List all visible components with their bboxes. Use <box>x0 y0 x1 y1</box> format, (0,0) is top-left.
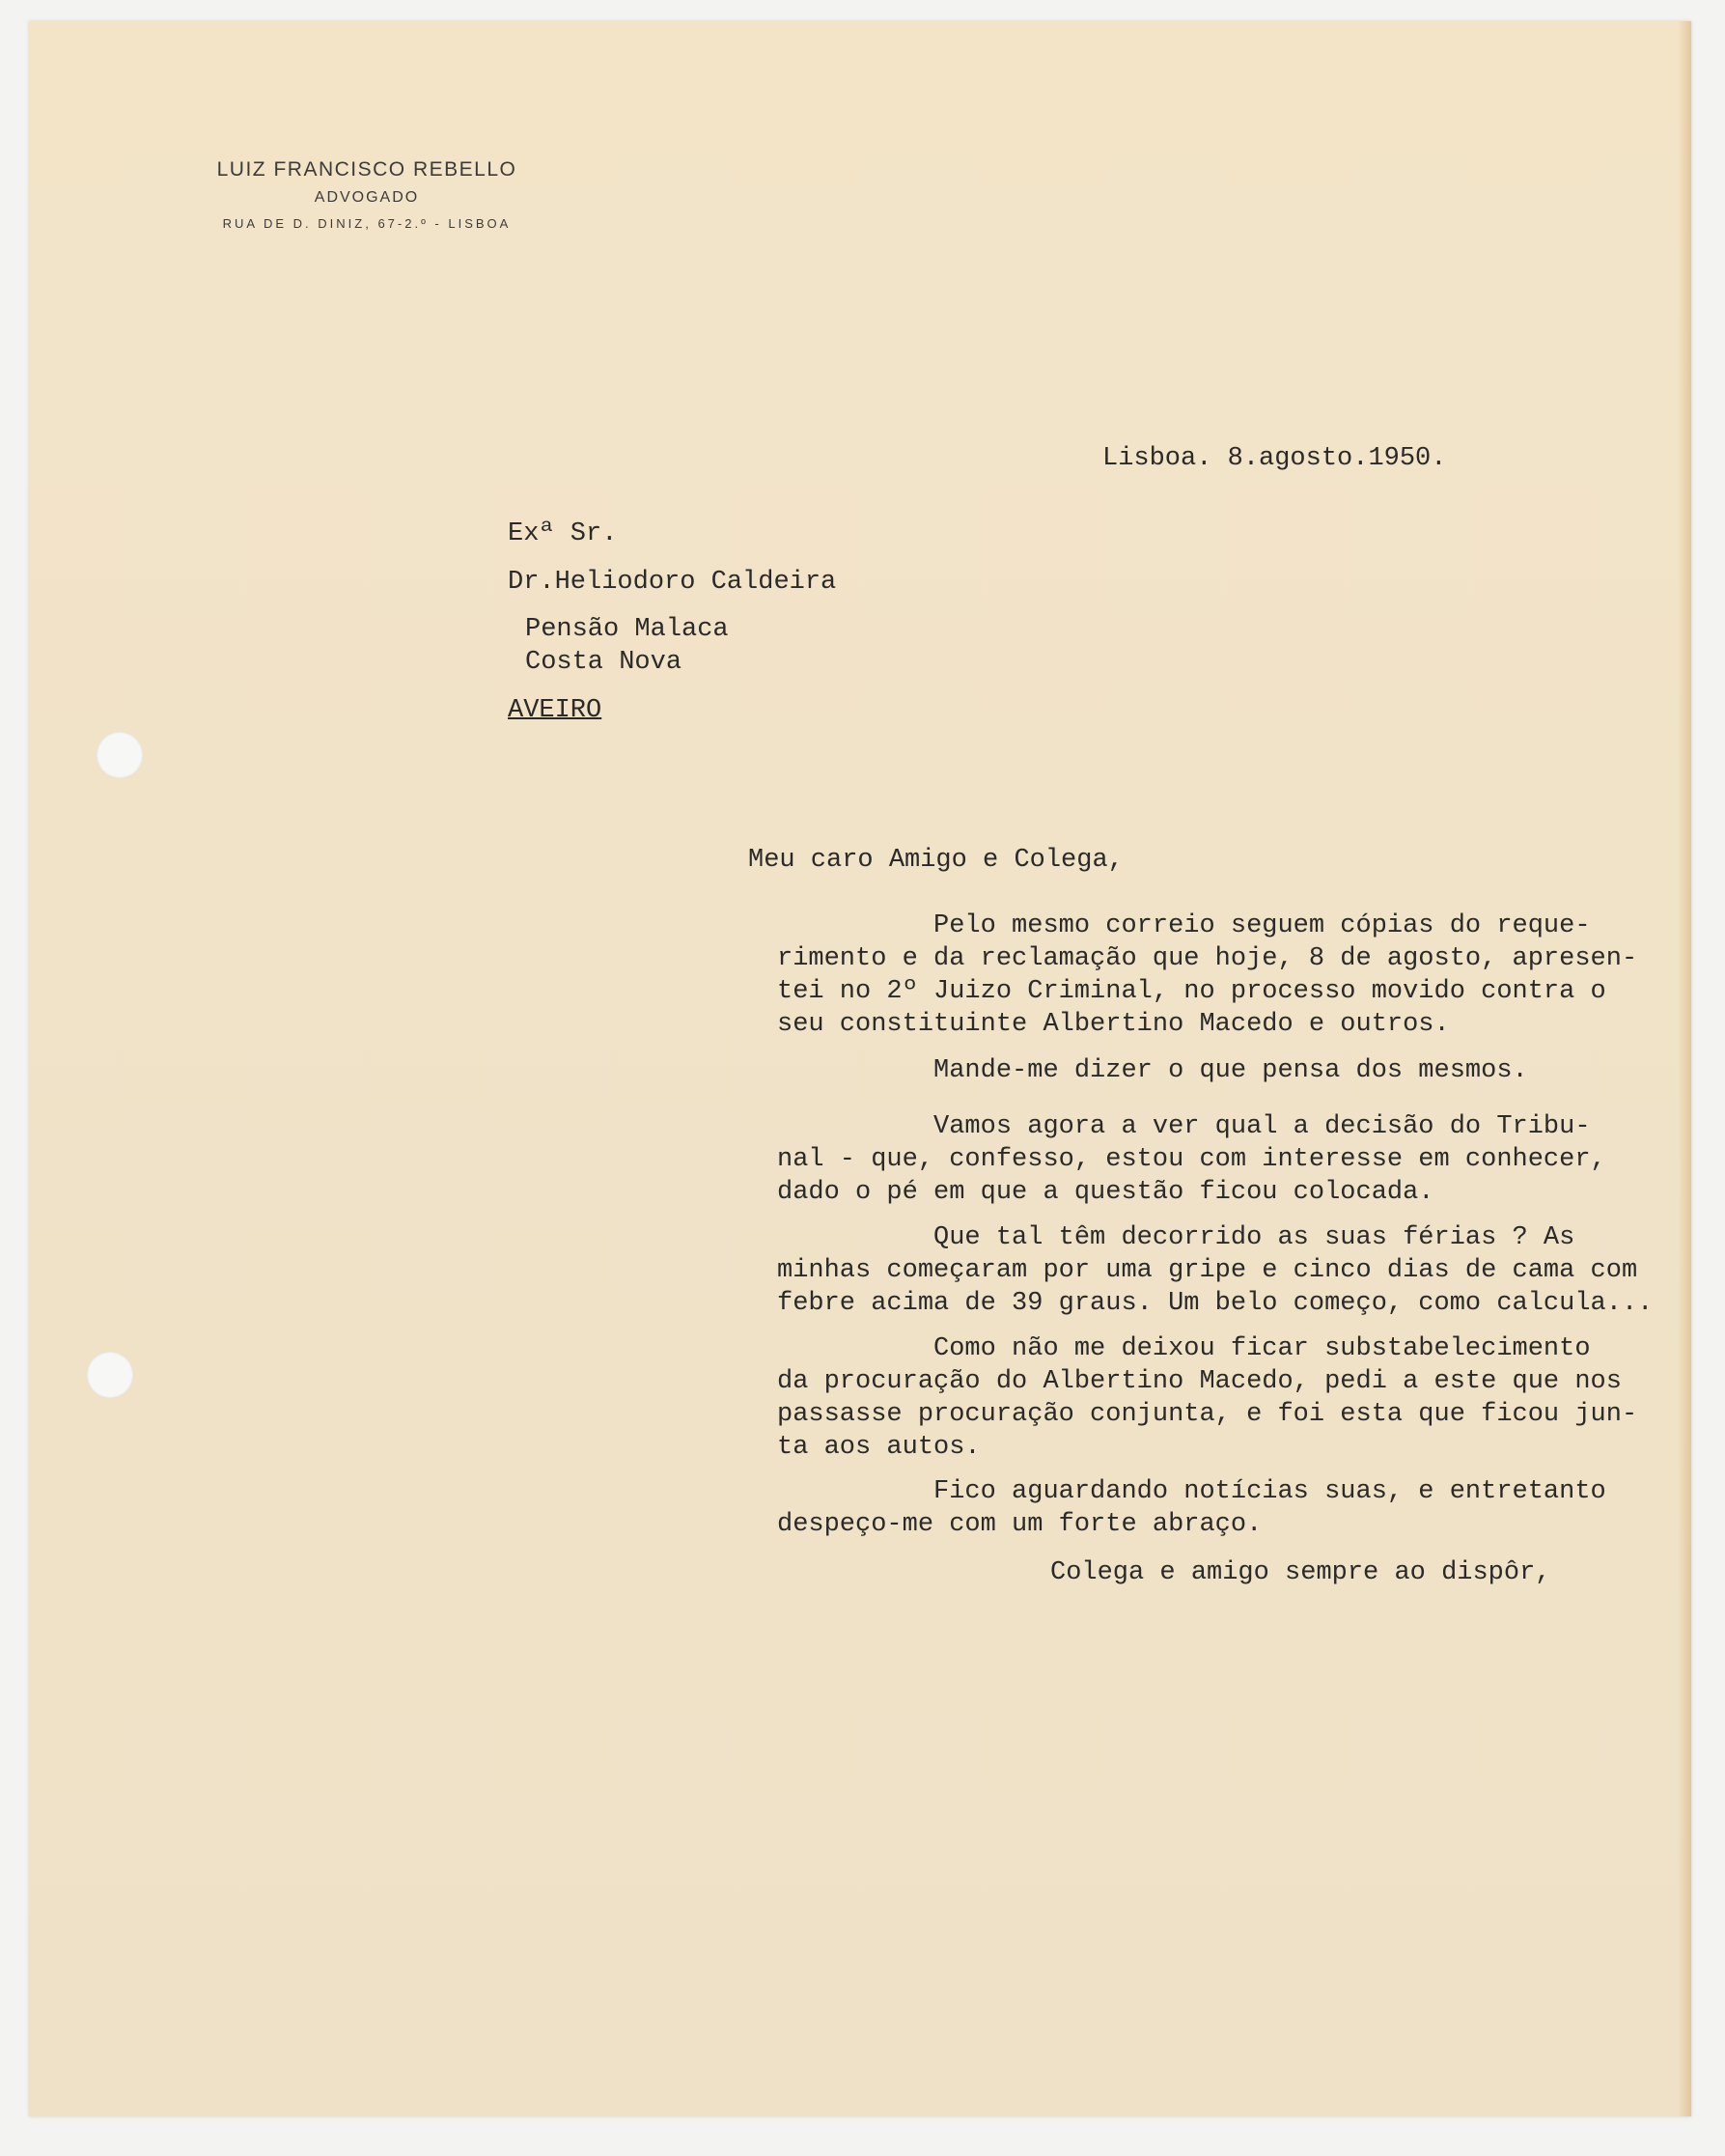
paragraph-3 <box>777 1110 1684 1209</box>
paragraph-6 <box>777 1475 1684 1541</box>
closing: Colega e amigo sempre ao dispôr, <box>1050 1558 1551 1587</box>
recipient-name: Dr.Heliodoro Caldeira <box>508 568 837 597</box>
paragraph-line: despeço-me com um forte abraço. <box>777 1510 1263 1539</box>
recipient-address-2: Costa Nova <box>525 648 682 677</box>
paragraph-line: Vamos agora a ver qual a decisão do Tribu- <box>777 1112 1591 1141</box>
recipient-address-1: Pensão Malaca <box>525 615 729 644</box>
paragraph-line: da procuração do Albertino Macedo, pedi a este que nos <box>777 1367 1622 1396</box>
letterhead-name: LUIZ FRANCISCO REBELLO <box>216 158 517 181</box>
letterhead <box>164 158 570 231</box>
paragraph-4 <box>777 1221 1684 1320</box>
letter-page <box>29 21 1691 2116</box>
punch-hole-bottom <box>87 1352 133 1398</box>
paragraph-line: dado o pé em que a questão ficou colocada. <box>777 1178 1434 1207</box>
paragraph-2 <box>777 1054 1684 1087</box>
paragraph-line: tei no 2º Juizo Criminal, no processo movido contra o <box>777 977 1606 1006</box>
recipient-title: Exª Sr. <box>508 519 618 548</box>
paragraph-1 <box>777 910 1684 1041</box>
punch-hole-top <box>97 732 143 778</box>
letterhead-address: RUA DE D. DINIZ, 67-2.º - LISBOA <box>222 216 512 231</box>
paragraph-line: Que tal têm decorrido as suas férias ? As <box>777 1223 1575 1252</box>
paragraph-line: febre acima de 39 graus. Um belo começo, como calcula... <box>777 1289 1654 1318</box>
paragraph-line: minhas começaram por uma gripe e cinco dias de cama com <box>777 1256 1638 1285</box>
paragraph-line: Como não me deixou ficar substabelecimento <box>777 1334 1591 1363</box>
paragraph-line: Fico aguardando notícias suas, e entretanto <box>777 1477 1606 1506</box>
letterhead-title: ADVOGADO <box>314 189 420 206</box>
paragraph-line: seu constituinte Albertino Macedo e outros. <box>777 1010 1450 1039</box>
paragraph-5 <box>777 1332 1684 1464</box>
recipient-city: AVEIRO <box>508 696 602 725</box>
paragraph-line: Pelo mesmo correio seguem cópias do reque- <box>777 911 1591 940</box>
greeting: Meu caro Amigo e Colega, <box>748 846 1124 875</box>
paragraph-line: Mande-me dizer o que pensa dos mesmos. <box>777 1056 1528 1085</box>
paragraph-line: ta aos autos. <box>777 1433 981 1462</box>
paragraph-line: passasse procuração conjunta, e foi esta que ficou jun- <box>777 1400 1638 1429</box>
paragraph-line: rimento e da reclamação que hoje, 8 de agosto, apresen- <box>777 944 1638 973</box>
letter-date: Lisboa. 8.agosto.1950. <box>1102 444 1447 473</box>
paragraph-line: nal - que, confesso, estou com interesse em conhecer, <box>777 1145 1606 1174</box>
